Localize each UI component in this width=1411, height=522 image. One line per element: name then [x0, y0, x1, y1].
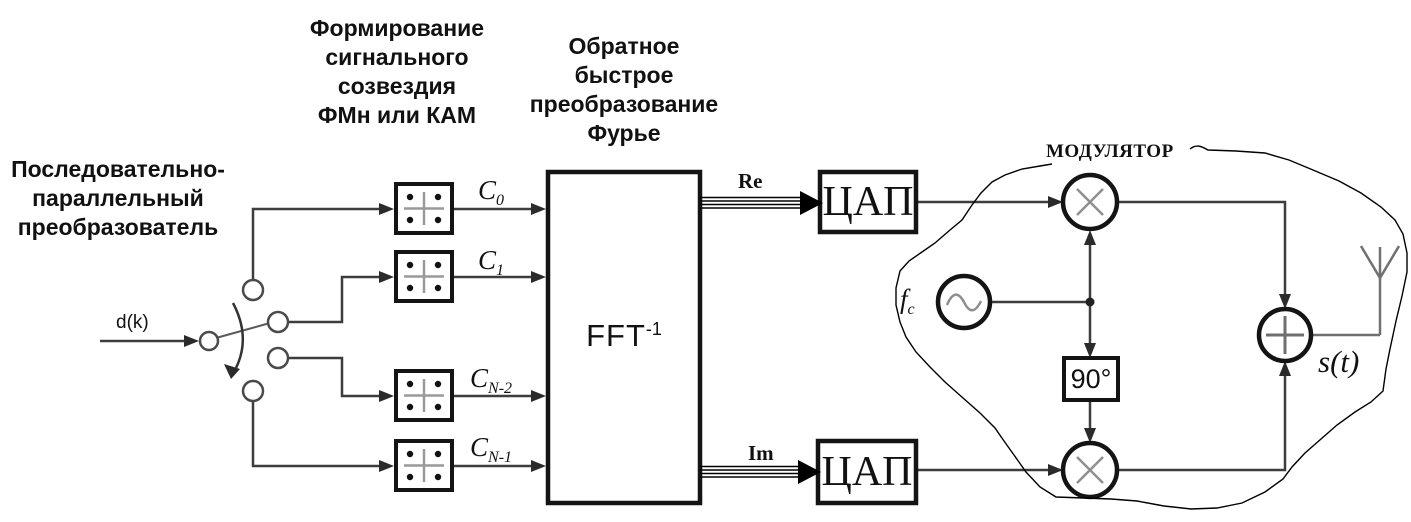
arrow-mapper3-in: [379, 390, 394, 402]
c-base: C: [478, 245, 497, 275]
fc-sub: c: [907, 301, 915, 318]
constellation-label: [297, 14, 497, 130]
label-line: быстрое: [574, 62, 674, 88]
fft-base: FFT: [586, 318, 646, 353]
wire-contact3-to-mapper3: [288, 358, 380, 396]
output-wires: [1311, 246, 1399, 335]
im-label: [748, 441, 774, 466]
arrow-ifft-in3: [531, 390, 546, 402]
dk-text: d(k): [116, 312, 149, 333]
wire-multtop-to-adder: [1117, 202, 1285, 294]
subcarrier-label-cn2: [470, 363, 512, 398]
label-line: параллельный: [32, 185, 204, 211]
wire-contact4-to-mapper4: [253, 401, 380, 466]
c-sub: N-2: [488, 380, 513, 397]
switch-contact-3: [268, 348, 288, 368]
re-label: [738, 169, 763, 194]
c-sub: N-1: [488, 449, 513, 466]
arrow-input: [184, 335, 199, 347]
arrowheads: [184, 196, 1291, 476]
arrow-phase-in: [1084, 343, 1096, 358]
constellation-mappers: [396, 184, 452, 490]
subcarrier-label-c0: [478, 175, 504, 210]
c-sub: 0: [496, 192, 505, 209]
label-line: Последовательно-: [11, 156, 225, 182]
c-base: C: [470, 363, 489, 393]
c-sub: 1: [496, 262, 505, 279]
sp-switch: [200, 280, 288, 401]
dac-text: ЦАП: [821, 449, 913, 495]
arrow-mapper2-in: [379, 271, 394, 283]
dac-top-label: [820, 181, 916, 223]
label-line: сигнального: [325, 44, 469, 70]
junction-dot: [1086, 298, 1095, 307]
subcarrier-label-c1: [478, 245, 504, 280]
arrow-multtop-carrier: [1084, 230, 1096, 245]
constellation-mapper-3: [396, 371, 452, 420]
carrier-label: [900, 284, 915, 319]
switch-contact-2: [268, 312, 288, 332]
phase-shift-label: [1064, 364, 1118, 395]
wire-contact1-to-mapper1: [253, 209, 380, 281]
arrow-ifft-in2: [531, 271, 546, 283]
label-line: Обратное: [568, 33, 680, 59]
fc-base: f: [900, 284, 908, 314]
ifft-block-label: [548, 318, 700, 354]
arrow-ifft-in4: [531, 460, 546, 472]
arrow-mapper1-in: [379, 203, 394, 215]
modulator-text: МОДУЛЯТОР: [1046, 141, 1174, 162]
constellation-mapper-1: [396, 184, 452, 233]
c-base: C: [478, 175, 497, 205]
subcarrier-label-cn1: [470, 432, 512, 467]
label-line: ФМн или КАМ: [317, 102, 477, 128]
dac-bottom-label: [818, 451, 916, 493]
input-signal-label: [116, 312, 149, 334]
arrow-mapper4-in: [379, 460, 394, 472]
st-text: s(t): [1318, 344, 1360, 379]
label-line: преобразователь: [17, 214, 219, 240]
constellation-mapper-4: [396, 441, 452, 490]
wire-contact2-to-mapper2: [288, 277, 380, 322]
label-line: созвездия: [337, 73, 457, 99]
re-bus: [700, 191, 823, 215]
modulator-elements: [938, 175, 1311, 497]
arrow-ifft-in1: [531, 203, 546, 215]
serial-parallel-label: [0, 155, 236, 242]
switch-rotation-arc: [233, 303, 243, 368]
output-signal-label: [1318, 344, 1359, 380]
switch-pole: [200, 332, 218, 350]
dac-text: ЦАП: [822, 179, 914, 225]
im-text: Im: [748, 441, 774, 465]
fft-sup: -1: [645, 319, 662, 339]
modulator-label: [1046, 141, 1174, 163]
switch-contact-1: [243, 280, 263, 300]
c-base: C: [470, 432, 489, 462]
label-line: Формирование: [309, 15, 485, 41]
phase-text: 90°: [1070, 364, 1112, 394]
label-line: преобразование: [529, 91, 719, 117]
ifft-label: [517, 32, 731, 148]
constellation-mapper-2: [396, 252, 452, 301]
label-line: Фурье: [587, 120, 661, 146]
switch-contact-4: [243, 381, 263, 401]
wire-multbot-to-adder: [1117, 376, 1285, 470]
re-text: Re: [738, 169, 763, 193]
